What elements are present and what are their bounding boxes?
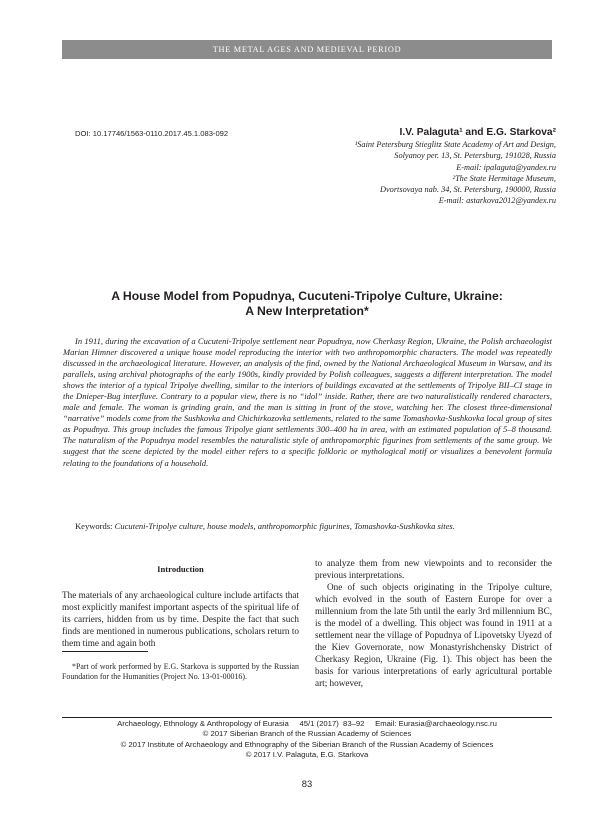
- affiliation-line: Solyanoy per. 13, St. Petersburg, 191028, Russia: [394, 151, 556, 161]
- authors: I.V. Palaguta¹ and E.G. Starkova²: [399, 127, 556, 138]
- footnote-divider: [62, 651, 148, 652]
- keywords: [63, 521, 552, 532]
- keywords-value: Cucuteni-Tripolye culture, house models, anthropomorphic figurines, Tomashovka-Sushkovka sites.: [114, 521, 455, 531]
- intro-heading: Introduction: [157, 564, 204, 574]
- article-title: [62, 289, 552, 320]
- abstract: In 1911, during the excavation of a Cucuteni-Tripolye settlement near Popudnya, now Cherkasy Region, Ukraine, the Polish archaeologist Marian Himner discovered a unique house model reproducing the interior with two anthropomorphic characters. The model was repeatedly discussed in the archaeological literature. However, an analysis of the find, owned by the National Archaeological Museum in Warsaw, and its parallels, using archival photographs of the early 1900s, kindly provided by Polish colleagues, suggests a different interpretation. The model shows the interior of a typical Tripolye dwelling, similar to the interiors of buildings excavated at the settlements of Tripolye BII–CI stage in the Dnieper-Bug interfluve. Contrary to a popular view, there is no “idol” inside. Rather, there are two naturalistically rendered characters, male and female. The woman is grinding grain, and the man is sitting in front of the stove, watching her. The closest three-dimensional “narrative” models come from the Sushkovka and Chichirkozovka settlements, related to the same Tomashovka-Sushkovka local group of sites as Popudnya. This group includes the famous Tripolye giant settlements 300–400 ha in area, with an estimated population of 5–8 thousand. The naturalism of the Popudnya model resembles the naturalistic style of anthropomorphic figurines from settlements of the same group. We suggest that the scene depicted by the model either refers to a specific folkloric or mythological motif or visualizes a benevolent formula relating to the foundations of a household.: [63, 336, 552, 468]
- footer-line: © 2017 Siberian Branch of the Russian Academy of Sciences: [202, 729, 412, 739]
- journal-footer: [62, 719, 552, 761]
- affiliation-line: ²The State Hermitage Museum,: [452, 173, 556, 183]
- body-paragraph: One of such objects originating in the Tripolye culture, which evolved in the south of Eastern Europe for over a millennium from the late 5th until the early 3rd millennium BC, is the model of a dwelling. This object was found in 1911 at a settlement near the village of Popudnya of Lipovetsky Uyezd of the Kiev Governorate, now Monastyrishchensky District of Cherkasy Region, Ukraine (Fig. 1). This object has been the basis for various interpretations of early agricultural portable art; however,: [315, 582, 552, 689]
- affiliation-line: ¹Saint Petersburg Stieglitz State Academy of Art and Design,: [354, 140, 556, 149]
- left-column: [62, 589, 299, 649]
- footer-line: © 2017 Institute of Archaeology and Ethnography of the Siberian Branch of the Russian Academy of Sciences: [120, 739, 494, 749]
- footer-divider: [62, 717, 552, 718]
- title-line: A House Model from Popudnya, Cucuteni-Tripolye Culture, Ukraine:: [111, 289, 503, 303]
- title-line: A New Interpretation*: [245, 304, 369, 319]
- footnote: *Part of work performed by E.G. Starkova is supported by the Russian Foundation for the Humanities (Project No. 13-01-00016).: [62, 662, 299, 682]
- body-paragraph: The materials of any archaeological culture include artifacts that most explicitly manifest important aspects of the spiritual life of its carriers, hidden from us by time. Despite the fact that such finds are mentioned in numerous publications, scholars return to them time and again both: [62, 590, 299, 649]
- page-number: 83: [301, 778, 313, 789]
- affiliation-email: E-mail: astarkova2012@yandex.ru: [438, 196, 556, 206]
- body-paragraph: to analyze them from new viewpoints and to reconsider the previous interpretations.: [315, 558, 552, 581]
- authors-block: [355, 127, 556, 207]
- affiliation-line: Dvortsovaya nab. 34, St. Petersburg, 190000, Russia: [380, 185, 556, 195]
- right-column: [315, 557, 552, 690]
- footer-line: © 2017 I.V. Palaguta, E.G. Starkova: [245, 750, 369, 760]
- doi: DOI: 10.17746/1563-0110.2017.45.1.083-092: [75, 129, 229, 138]
- affiliation-email: E-mail: ipalaguta@yandex.ru: [456, 162, 556, 172]
- keywords-label: Keywords:: [75, 521, 113, 531]
- footer-line: Archaeology, Ethnology & Anthropology of Eurasia 45/1 (2017) 83–92 Email: Eurasia@archaeology.nsc.ru: [117, 719, 497, 728]
- section-header: THE METAL AGES AND MEDIEVAL PERIOD: [62, 40, 552, 59]
